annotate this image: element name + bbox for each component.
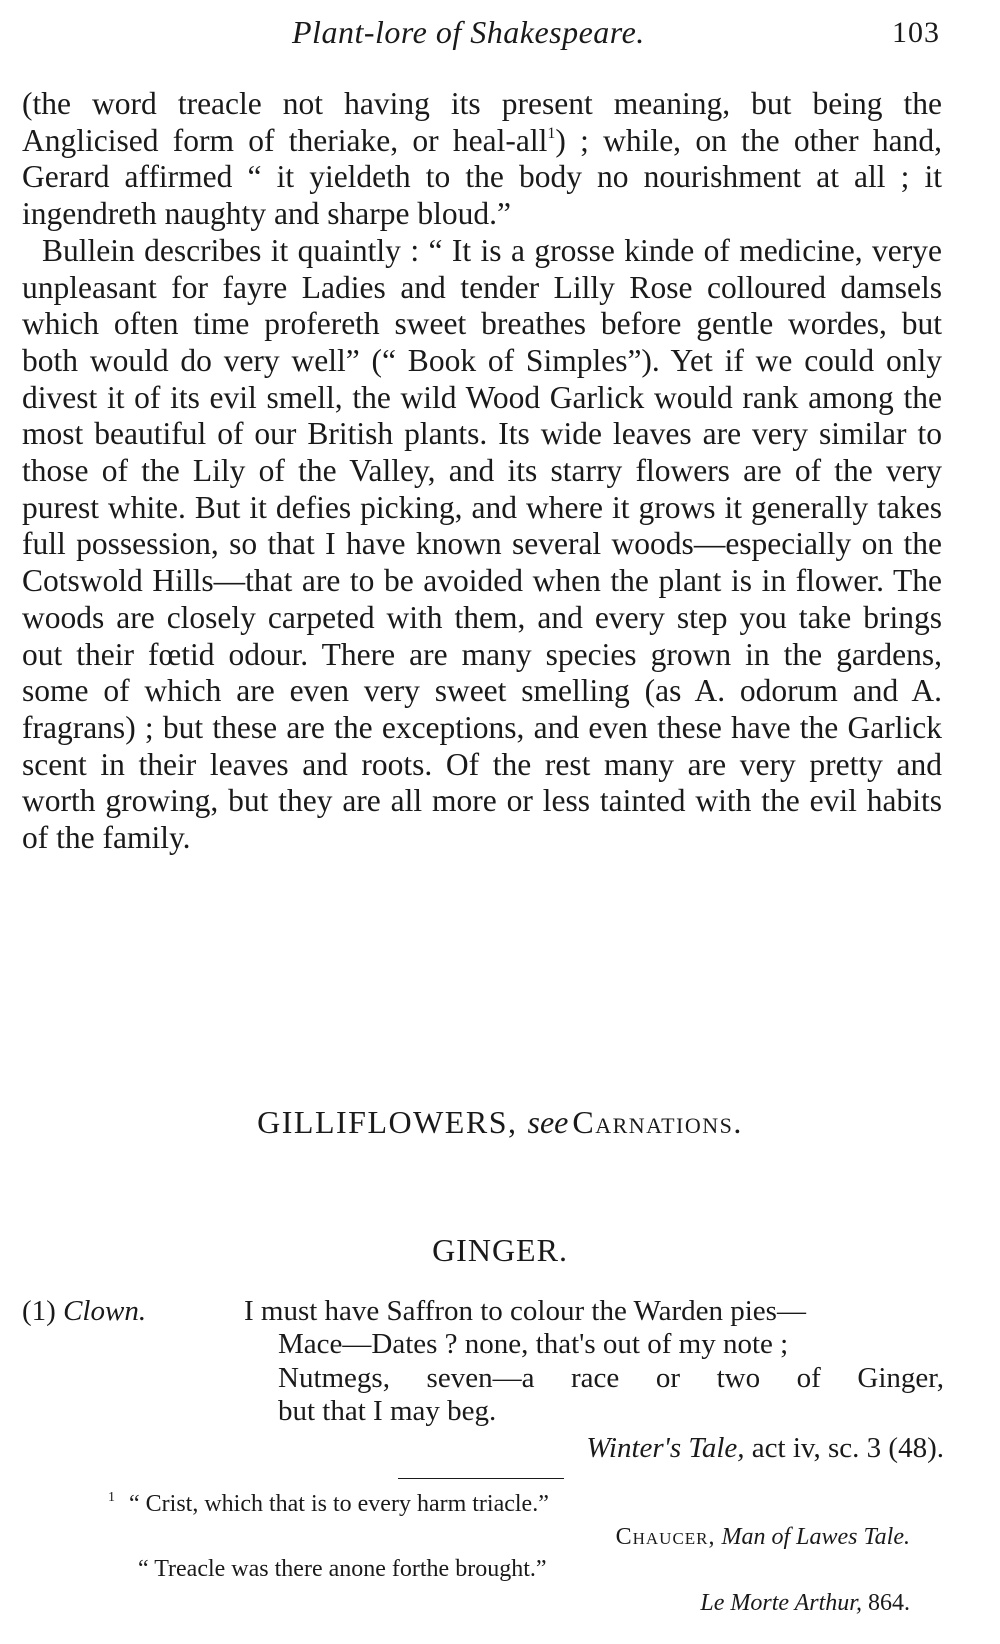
footnote-work: Man of Lawes Tale. <box>721 1524 910 1550</box>
citation-play: Winter's Tale, <box>586 1432 745 1464</box>
shakespeare-quote <box>244 1295 944 1429</box>
quote-number: (1) <box>22 1295 56 1327</box>
footnote-author: Chaucer, <box>615 1524 716 1550</box>
footnote-reference-number: 864. <box>868 1590 910 1616</box>
footnote-attribution <box>700 1590 910 1617</box>
cross-reference: Carnations. <box>572 1104 743 1140</box>
quote-label <box>22 1295 146 1328</box>
quote-line: Mace—Dates ? none, that's out of my note ; <box>278 1328 789 1361</box>
footnote-reference: 1 <box>547 124 556 142</box>
running-head <box>0 14 1000 58</box>
entry-heading-gilliflowers <box>0 1104 1000 1141</box>
quote-line: I must have Saffron to colour the Warden pies— <box>244 1295 806 1327</box>
body-text <box>22 86 942 857</box>
entry-heading-ginger: GINGER. <box>432 1232 568 1268</box>
paragraph-text: (the word treacle not having its present meaning, but being the Anglicised form of theriake, or heal-all <box>22 86 942 158</box>
quote-line: Nutmegs, seven—a race or two of Ginger, <box>278 1361 944 1394</box>
footnote-work: Le Morte Arthur, <box>700 1590 862 1616</box>
footnote-quote: “ Crist, which that is to every harm triacle.” <box>129 1491 549 1517</box>
footnote-mark: 1 <box>108 1490 115 1505</box>
paragraph-treacle <box>22 86 942 233</box>
footnote-divider <box>398 1478 564 1479</box>
footnote-attribution <box>616 1524 910 1551</box>
page-number: 103 <box>892 16 940 49</box>
paragraph-text: ) ; while, on the other hand, Gerard affirmed “ it yieldeth to the body no nourishment at all ; it ingendreth naughty and sharpe bloud.” <box>22 122 942 232</box>
citation-reference: act iv, sc. 3 (48). <box>751 1432 944 1464</box>
quote-speaker: Clown. <box>63 1295 147 1327</box>
paragraph-bullein: Bullein describes it quaintly : “ It is a grosse kinde of medicine, verye unpleasant for fayre Ladies and tender Lilly Rose colloured damsels which often time profereth sweet breathes before gentle wordes, but both would do very well” (“ Book of Simples”). Yet if we could only divest it of its evil smell, the wild Wood Garlick would rank among the most beautiful of our British plants. Its wide leaves are very similar to those of the Lily of the Valley, and its starry flowers are of the very purest white. But it defies picking, and where it grows it generally takes full possession, so that I have known several woods—especially on the Cotswold Hills—that are to be avoided when the plant is in flower. The woods are closely carpeted with them, and every step you take brings out their fœtid odour. There are many species grown in the gardens, some of which are even very sweet smelling (as A. odorum and A. fragrans) ; but these are the exceptions, and even these have the Garlick scent in their leaves and roots. Of the rest many are very pretty and worth growing, but they are all more or less tainted with the evil habits of the family. <box>22 232 942 856</box>
footnote-quote-2: “ Treacle was there anone forthe brought.” <box>138 1556 547 1582</box>
entry-title: GILLIFLOWERS, <box>257 1104 518 1140</box>
quote-line: but that I may beg. <box>278 1395 497 1428</box>
quote-citation <box>586 1432 944 1465</box>
running-title: Plant-lore of Shakespeare. <box>292 14 645 50</box>
footnote-1 <box>108 1490 549 1518</box>
see-label: see <box>527 1104 569 1140</box>
